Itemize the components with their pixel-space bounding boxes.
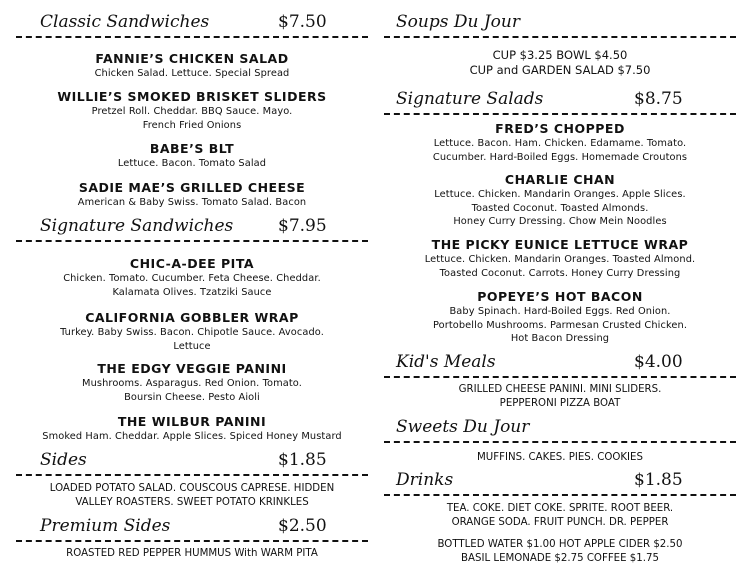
menu-item xyxy=(384,121,736,164)
section-title: Sweets Du Jour xyxy=(396,417,530,437)
desc-line: Honey Curry Dressing. Chow Mein Noodles xyxy=(453,216,667,227)
menu-item xyxy=(384,289,736,346)
item-description xyxy=(16,67,368,81)
section-title: Signature Salads xyxy=(396,89,544,109)
sides-line: VALLEY ROASTERS. SWEET POTATO KRINKLES xyxy=(75,497,309,508)
desc-line: Toasted Coconut. Carrots. Honey Curry Dressing xyxy=(439,267,681,279)
menu-item xyxy=(16,310,368,353)
drinks-extra-list xyxy=(384,538,736,566)
item-name: CHIC-A-DEE PITA xyxy=(129,256,255,271)
item-name: WILLIE’S SMOKED BRISKET SLIDERS xyxy=(57,89,327,104)
menu-item xyxy=(16,256,368,299)
item-description xyxy=(16,377,368,404)
dashed-divider xyxy=(384,36,736,38)
item-description xyxy=(384,137,736,164)
section-title: Sides xyxy=(40,450,87,470)
signature-salads-header xyxy=(384,85,736,115)
item-name: SADIE MAE’S GRILLED CHEESE xyxy=(78,180,306,195)
item-description xyxy=(16,326,368,353)
menu-item xyxy=(384,172,736,229)
item-name: FANNIE’S CHICKEN SALAD xyxy=(95,51,289,66)
sweets-list xyxy=(384,451,736,465)
desc-line: Kalamata Olives. Tzatziki Sauce xyxy=(112,286,272,298)
section-price: $7.95 xyxy=(278,216,327,236)
signature-sandwiches-header xyxy=(16,212,368,242)
section-price: $1.85 xyxy=(634,470,683,490)
menu-item xyxy=(16,180,368,210)
dashed-divider xyxy=(16,540,368,542)
section-title: Drinks xyxy=(396,470,454,490)
item-description xyxy=(384,305,736,346)
drinks-line: ORANGE SODA. FRUIT PUNCH. DR. PEPPER xyxy=(451,517,669,528)
item-name: POPEYE’S HOT BACON xyxy=(477,289,643,304)
dashed-divider xyxy=(384,113,736,115)
section-price: $2.50 xyxy=(278,516,327,536)
dashed-divider xyxy=(16,240,368,242)
soups-line: CUP and GARDEN SALAD $7.50 xyxy=(469,63,651,77)
soups-line: CUP $3.25 BOWL $4.50 xyxy=(492,48,628,62)
soups-header xyxy=(384,8,736,38)
dashed-divider xyxy=(384,376,736,378)
desc-line: Cucumber. Hard-Boiled Eggs. Homemade Croutons xyxy=(432,151,688,163)
menu-item xyxy=(16,51,368,81)
drinks-line: TEA. COKE. DIET COKE. SPRITE. ROOT BEER. xyxy=(446,503,674,514)
dashed-divider xyxy=(384,441,736,443)
drinks-list xyxy=(384,502,736,530)
desc-line: American & Baby Swiss. Tomato Salad. Bacon xyxy=(77,197,307,208)
premium-sides-line: ROASTED RED PEPPER HUMMUS With WARM PITA xyxy=(66,548,318,559)
desc-line: Lettuce. Bacon. Tomato Salad xyxy=(117,158,267,169)
item-name: THE EDGY VEGGIE PANINI xyxy=(97,361,287,376)
premium-sides-list xyxy=(16,547,368,561)
desc-line: Chicken. Tomato. Cucumber. Feta Cheese. Cheddar. xyxy=(63,273,321,284)
sweets-line: MUFFINS. CAKES. PIES. COOKIES xyxy=(477,452,643,463)
desc-line: Pretzel Roll. Cheddar. BBQ Sauce. Mayo. xyxy=(91,106,293,117)
soups-list xyxy=(384,48,736,78)
drinks-extra-line: BASIL LEMONADE $2.75 COFFEE $1.75 xyxy=(461,553,659,564)
classic-sandwiches-header xyxy=(16,8,368,38)
desc-line: Lettuce. Chicken. Mandarin Oranges. Apple Slices. xyxy=(434,189,686,200)
item-name: FRED’S CHOPPED xyxy=(495,121,625,136)
item-name: CALIFORNIA GOBBLER WRAP xyxy=(85,310,299,325)
desc-line: Toasted Coconut. Toasted Almonds. xyxy=(471,202,649,214)
desc-line: Mushrooms. Asparagus. Red Onion. Tomato. xyxy=(82,378,302,389)
section-price: $7.50 xyxy=(278,12,327,32)
section-title: Classic Sandwiches xyxy=(40,12,210,32)
section-title: Signature Sandwiches xyxy=(40,216,234,236)
item-description xyxy=(16,196,368,210)
drinks-header xyxy=(384,466,736,496)
desc-line: Portobello Mushrooms. Parmesan Crusted Chicken. xyxy=(432,319,688,331)
desc-line: Smoked Ham. Cheddar. Apple Slices. Spiced Honey Mustard xyxy=(42,431,342,442)
desc-line: Baby Spinach. Hard-Boiled Eggs. Red Onion. xyxy=(449,306,671,317)
sides-list xyxy=(16,482,368,510)
menu-item xyxy=(384,237,736,280)
item-description xyxy=(384,188,736,229)
sweets-header xyxy=(384,413,736,443)
kids-meals-header xyxy=(384,348,736,378)
section-price: $1.85 xyxy=(278,450,327,470)
sides-header xyxy=(16,446,368,476)
section-title: Kid's Meals xyxy=(396,352,496,372)
desc-line: French Fried Onions xyxy=(142,119,242,131)
desc-line: Lettuce. Bacon. Ham. Chicken. Edamame. Tomato. xyxy=(433,138,687,149)
menu-item xyxy=(16,414,368,444)
section-price: $8.75 xyxy=(634,89,683,109)
premium-sides-header xyxy=(16,512,368,542)
kids-line: GRILLED CHEESE PANINI. MINI SLIDERS. xyxy=(458,384,662,395)
kids-line: PEPPERONI PIZZA BOAT xyxy=(499,398,621,409)
item-name: THE WILBUR PANINI xyxy=(117,414,267,429)
dashed-divider xyxy=(16,36,368,38)
section-title: Premium Sides xyxy=(40,516,171,536)
item-description xyxy=(16,430,368,444)
item-name: BABE’S BLT xyxy=(149,141,235,156)
item-description xyxy=(16,157,368,171)
item-name: THE PICKY EUNICE LETTUCE WRAP xyxy=(431,237,689,252)
item-name: CHARLIE CHAN xyxy=(504,172,616,187)
menu-item xyxy=(16,361,368,404)
menu-item xyxy=(16,89,368,132)
section-price: $4.00 xyxy=(634,352,683,372)
desc-line: Chicken Salad. Lettuce. Special Spread xyxy=(94,68,290,79)
drinks-extra-line: BOTTLED WATER $1.00 HOT APPLE CIDER $2.50 xyxy=(437,539,683,550)
desc-line: Turkey. Baby Swiss. Bacon. Chipotle Sauce. Avocado. xyxy=(60,327,324,338)
dashed-divider xyxy=(384,494,736,496)
item-description xyxy=(16,272,368,299)
dashed-divider xyxy=(16,474,368,476)
desc-line: Lettuce. Chicken. Mandarin Oranges. Toasted Almond. xyxy=(424,254,696,265)
desc-line: Lettuce xyxy=(173,340,211,352)
kids-meals-list xyxy=(384,383,736,411)
desc-line: Hot Bacon Dressing xyxy=(510,333,610,344)
item-description xyxy=(384,253,736,280)
sides-line: LOADED POTATO SALAD. COUSCOUS CAPRESE. HIDDEN xyxy=(49,483,335,494)
desc-line: Boursin Cheese. Pesto Aioli xyxy=(124,391,260,403)
menu-item xyxy=(16,141,368,171)
section-title: Soups Du Jour xyxy=(396,12,520,32)
item-description xyxy=(16,105,368,132)
